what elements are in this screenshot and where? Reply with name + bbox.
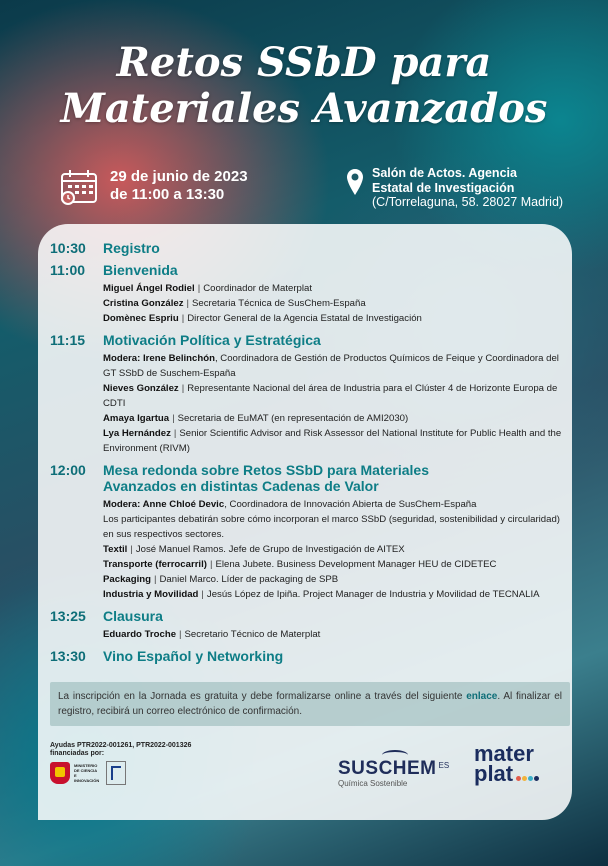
speaker-line: Textil | José Manuel Ramos. Jefe de Grupo de Investigación de AITEX (103, 544, 405, 555)
calendar-icon (60, 168, 100, 206)
date-block (60, 168, 248, 206)
speaker-role: José Manuel Ramos. Jefe de Grupo de Investigación de AITEX (135, 544, 405, 555)
moderator-line (103, 497, 566, 512)
title-line-2: Materiales Avanzados (60, 85, 548, 132)
registration-link[interactable]: enlace (466, 691, 498, 702)
suschem-logo (338, 750, 449, 788)
agenda (50, 240, 566, 670)
notice-text-after: . Al finalizar el registro, recibirá un correo electrónico de confirmación. (58, 691, 563, 717)
speaker-line: Domènec Espriu | Director General de la Agencia Estatal de Investigación (103, 313, 422, 324)
speaker-line: Lya Hernández | Senior Scientific Advisor and Risk Assessor del National Institute for Public Health and the Environment (RIVM) (103, 428, 562, 454)
location-address: (C/Torrelaguna, 58. 28027 Madrid) (372, 195, 564, 209)
speaker-role: Daniel Marco. Líder de packaging de SPB (159, 574, 339, 585)
moderator-name: Modera: Anne Chloé Devic (103, 499, 225, 510)
moderator-name: Modera: Irene Belinchón (103, 353, 215, 364)
agenda-heading: Registro (103, 240, 160, 256)
agenda-heading: Motivación Política y Estratégica (103, 332, 321, 348)
agenda-item-motivacion (50, 332, 566, 456)
ministry-label: MINISTERIO DE CIENCIA E INNOVACIÓN (74, 763, 100, 783)
agenda-time: 13:25 (50, 608, 86, 624)
speaker-name: Amaya Igartua (103, 413, 170, 424)
title-line-1: Retos SSbD para (116, 39, 492, 86)
sector-name: Packaging (103, 574, 151, 585)
agenda-time: 11:15 (50, 332, 86, 348)
event-date: 29 de junio de 2023 (110, 168, 248, 185)
speaker-role: Representante Nacional del área de Industria para el Clúster 4 de Horizonte Europa de CDTI (103, 383, 558, 409)
agenda-time: 12:00 (50, 462, 86, 478)
funding-block (50, 742, 191, 785)
speaker-line: Eduardo Troche | Secretario Técnico de Materplat (103, 629, 321, 640)
speaker-name: Cristina González (103, 298, 184, 309)
speaker-line: Industria y Movilidad | Jesús López de Ipiña. Project Manager de Industria y Movilidad de TECNALIA (103, 589, 540, 600)
speaker-name: Nieves González (103, 383, 179, 394)
speaker-name: Lya Hernández (103, 428, 171, 439)
agenda-item-clausura (50, 608, 566, 642)
agenda-card (38, 224, 572, 820)
moderator-role: , Coordinadora de Innovación Abierta de SusChem-España (224, 499, 477, 510)
sector-name: Transporte (ferrocarril) (103, 559, 207, 570)
agenda-item-vino (50, 648, 566, 664)
speaker-role: Secretario Técnico de Materplat (184, 629, 321, 640)
agenda-heading: Bienvenida (103, 262, 178, 278)
spain-coat-of-arms-icon (50, 762, 70, 784)
location-block (346, 166, 563, 210)
agenda-item-registro (50, 240, 566, 256)
agenda-item-bienvenida (50, 262, 566, 326)
sector-name: Textil (103, 544, 128, 555)
sector-name: Industria y Movilidad (103, 589, 199, 600)
speaker-role: Senior Scientific Advisor and Risk Assessor del National Institute for Public Health and the Environment (RIVM) (103, 428, 562, 454)
agenda-heading (103, 462, 566, 494)
page-title (0, 40, 608, 132)
speaker-line: Nieves González | Representante Nacional del área de Industria para el Clúster 4 de Horizonte Europa de CDTI (103, 383, 558, 409)
speaker-line: Packaging | Daniel Marco. Líder de packaging de SPB (103, 574, 339, 585)
materplat-line-1: mater (474, 741, 534, 766)
funding-line-1: Ayudas PTR2022-001261, PTR2022-001326 (50, 742, 192, 749)
government-logos (50, 761, 191, 785)
speaker-line: Amaya Igartua | Secretaria de EuMAT (en representación de AMI2030) (103, 413, 409, 424)
notice-text-before: La inscripción en la Jornada es gratuita y debe formalizarse online a través del siguiente (58, 691, 467, 702)
materplat-logo (474, 741, 539, 786)
aei-logo-icon (106, 761, 126, 785)
agenda-heading-line-2: Avanzados en distintas Cadenas de Valor (103, 478, 379, 494)
agenda-item-mesa-redonda (50, 462, 566, 602)
moderator-role: , Coordinadora de Gestión de Productos Químicos de Feique y Coordinadora del GT SSbD de Suschem-España (103, 353, 559, 379)
suschem-tagline: Química Sostenible (338, 779, 408, 788)
funding-line-2: financiadas por: (50, 750, 105, 757)
materplat-line-2: plat (474, 761, 514, 786)
materplat-dots-icon (515, 764, 539, 784)
suschem-brand: SUSCHEM (338, 758, 437, 779)
map-pin-icon (346, 168, 364, 196)
agenda-heading-line-1: Mesa redonda sobre Retos SSbD para Materiales (103, 462, 429, 478)
location-line-1: Salón de Actos. Agencia (372, 166, 517, 180)
speaker-name: Domènec Espriu (103, 313, 179, 324)
speaker-role: Director General de la Agencia Estatal de Investigación (187, 313, 422, 324)
speaker-role: Secretaria de EuMAT (en representación de AMI2030) (177, 413, 409, 424)
session-description: Los participantes debatirán sobre cómo incorporan el marco SSbD (seguridad, sostenibilidad y circularidad) en sus respectivos sectores. (103, 514, 561, 540)
speaker-name: Miguel Ángel Rodiel (103, 283, 195, 294)
agenda-time: 13:30 (50, 648, 86, 664)
speaker-name: Eduardo Troche (103, 629, 177, 640)
registration-notice (50, 682, 570, 726)
speaker-line: Transporte (ferrocarril) | Elena Jubete. Business Development Manager HEU de CIDETEC (103, 559, 497, 570)
speaker-role: Jesús López de Ipiña. Project Manager de Industria y Movilidad de TECNALIA (206, 589, 540, 600)
agenda-heading: Clausura (103, 608, 163, 624)
speaker-line: Cristina González | Secretaria Técnica de SusChem-España (103, 298, 366, 309)
agenda-time: 10:30 (50, 240, 86, 256)
speaker-role: Elena Jubete. Business Development Manager HEU de CIDETEC (215, 559, 497, 570)
speaker-line: Miguel Ángel Rodiel | Coordinador de Materplat (103, 283, 312, 294)
moderator-line (103, 351, 566, 381)
agenda-heading: Vino Español y Networking (103, 648, 284, 664)
location-line-2: Estatal de Investigación (372, 180, 515, 195)
suschem-suffix: ES (438, 760, 450, 770)
speaker-role: Coordinador de Materplat (203, 283, 312, 294)
agenda-time: 11:00 (50, 262, 86, 278)
speaker-role: Secretaria Técnica de SusChem-España (192, 298, 366, 309)
event-time: de 11:00 a 13:30 (110, 186, 225, 203)
